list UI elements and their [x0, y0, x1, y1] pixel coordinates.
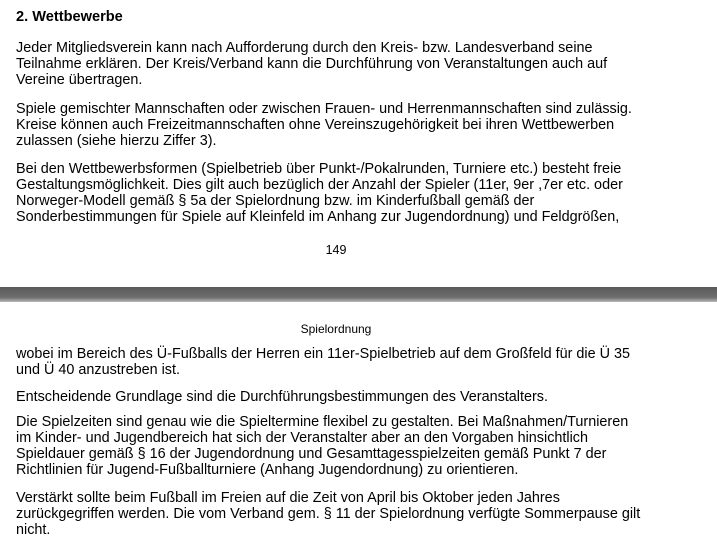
paragraph-mixed-teams: [16, 101, 706, 149]
text-line: Spieldauer gemäß § 16 der Jugendordnung und Gesamttagesspielzeiten gemäß Punkt 7 der: [16, 446, 607, 462]
page-number: 149: [325, 243, 347, 257]
text-line: nicht.: [16, 522, 51, 538]
text-line: Vereine übertragen.: [16, 72, 143, 88]
paragraph-senior-football: [16, 346, 706, 378]
text-line: Jeder Mitgliedsverein kann nach Aufforderung durch den Kreis- bzw. Landesverband seine: [16, 40, 593, 56]
text-line: Entscheidende Grundlage sind die Durchführungsbestimmungen des Veranstalters.: [16, 389, 548, 405]
paragraph-basis: [16, 389, 706, 405]
text-line: Sonderbestimmungen für Spiele auf Kleinfeld im Anhang zur Jugendordnung) und Feldgrößen,: [16, 209, 620, 225]
text-line: im Kinder- und Jugendbereich hat sich der Veranstalter aber an den Vorgaben hinsichtlich: [16, 430, 588, 446]
text-line: Verstärkt sollte beim Fußball im Freien auf die Zeit von April bis Oktober jeden Jahres: [16, 490, 560, 506]
page-separator: [0, 287, 717, 302]
paragraph-competition-formats: [16, 161, 706, 225]
text-line: Die Spielzeiten sind genau wie die Spieltermine flexibel zu gestalten. Bei Maßnahmen/Turnieren: [16, 414, 629, 430]
paragraph-season-period: [16, 490, 706, 538]
text-line: Spiele gemischter Mannschaften oder zwischen Frauen- und Herrenmannschaften sind zulässig.: [16, 101, 632, 117]
text-line: Richtlinien für Jugend-Fußballturniere (Anhang Jugendordnung) zu orientieren.: [16, 462, 519, 478]
text-line: Norweger-Modell gemäß § 5a der Spielordnung bzw. im Kinderfußball gemäß der: [16, 193, 535, 209]
text-line: Bei den Wettbewerbsformen (Spielbetrieb über Punkt-/Pokalrunden, Turniere etc.) besteht freie: [16, 161, 622, 177]
text-line: Teilnahme erklären. Der Kreis/Verband kann die Durchführung von Veranstaltungen auch auf: [16, 56, 608, 72]
section-heading: 2. Wettbewerbe: [16, 9, 123, 25]
text-line: zulassen (siehe hierzu Ziffer 3).: [16, 133, 217, 149]
paragraph-playing-times: [16, 414, 706, 478]
text-line: wobei im Bereich des Ü-Fußballs der Herren ein 11er-Spielbetrieb auf dem Großfeld für die Ü 35: [16, 346, 631, 362]
text-line: Gestaltungsmöglichkeit. Dies gilt auch bezüglich der Anzahl der Spieler (11er, 9er ,7er etc. oder: [16, 177, 623, 193]
text-line: und Ü 40 anzustreben ist.: [16, 362, 180, 378]
text-line: zurückgegriffen werden. Die vom Verband gem. § 11 der Spielordnung verfügte Sommerpause gilt: [16, 506, 641, 522]
running-header: Spielordnung: [300, 322, 372, 336]
paragraph-participation: [16, 40, 706, 88]
text-line: Kreise können auch Freizeitmannschaften ohne Vereinszugehörigkeit bei ihren Wettbewerben: [16, 117, 615, 133]
bottom-page: [0, 302, 717, 553]
